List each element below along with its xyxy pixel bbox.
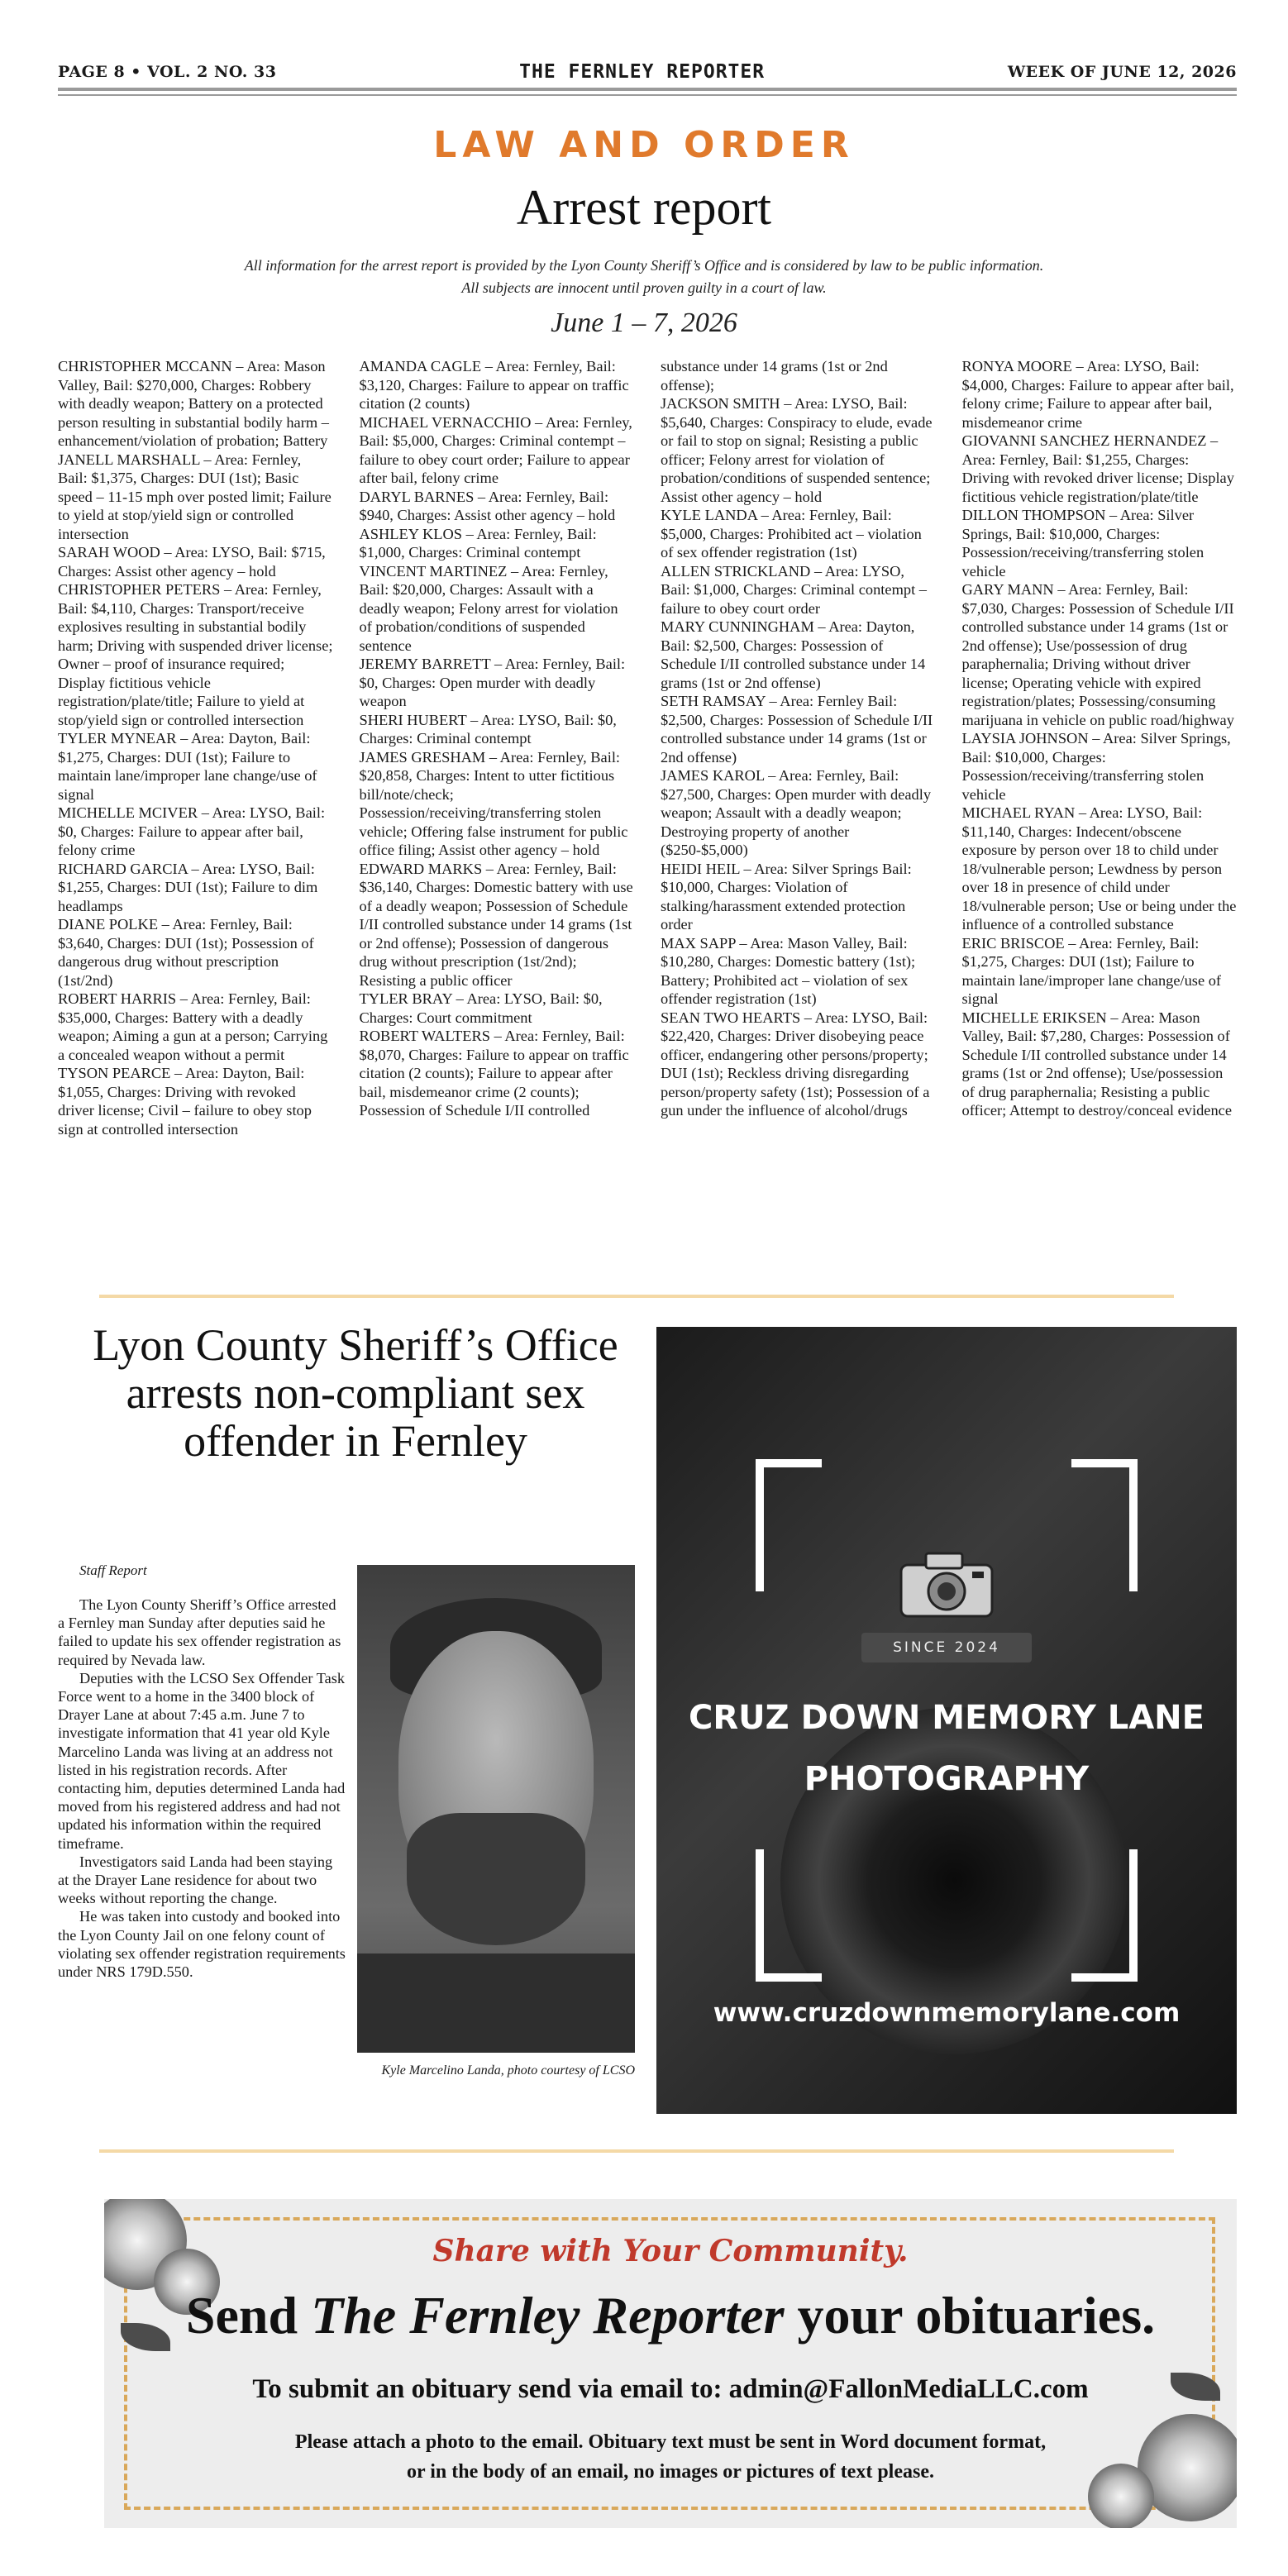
arrest-details: Area: Mason Valley, Bail: $7,280, Charges: Possession of Schedule I/II controlled substance under 14 grams (1st or 2nd offense); Use/possession of drug paraphernalia; Resisting a public officer; Attempt to destroy/conceal evidence <box>961 1009 1232 1119</box>
arrestee-name: EDWARD MARKS <box>359 860 483 877</box>
ad-url-link[interactable]: www.cruzdownmemorylane.com <box>713 1998 1181 2028</box>
entry-separator: – <box>481 358 496 374</box>
arrest-entry <box>360 413 635 488</box>
arrestee-name: DILLON THOMPSON <box>961 507 1106 523</box>
arrestee-name: SHERI HUBERT <box>359 711 467 728</box>
disclaimer-line: All information for the arrest report is provided by the Lyon County Sheriff’s Office and is considered by law to be public information. <box>244 257 1044 274</box>
promo-instruction-line: Please attach a photo to the email. Obituary text must be sent in Word document format, <box>294 2431 1047 2453</box>
arrest-details: Area: Fernley, Bail: $1,275, Charges: DUI (1st); Failure to maintain lane/improper lane change/use of signal <box>961 934 1222 1007</box>
publication-name: THE FERNLEY REPORTER <box>519 61 766 83</box>
arrest-details: Area: Fernley, Bail: $7,030, Charges: Possession of Schedule I/II controlled substance under 14 grams (1st or 2nd offense); Use/possession of drug paraphernalia; Driving without driver license; Operating vehicle with expired registration/plates; Possessing/consuming marijuana in vehicle on public road/highway <box>961 581 1234 728</box>
arrest-details: Area: LYSO, Bail: $0, Charges: Court commitment <box>359 990 603 1026</box>
story-body <box>58 1596 346 1981</box>
promo-instruction-line: or in the body of an email, no images or pictures of text please. <box>407 2461 934 2483</box>
arrest-details: Area: LYSO, Bail: $0, Charges: Failure to appear after bail, felony crime <box>58 804 326 858</box>
arrest-entry <box>58 729 333 804</box>
arrestee-name: MAX SAPP <box>661 934 736 952</box>
entry-separator: – <box>1053 581 1069 598</box>
arrest-entry <box>962 506 1238 580</box>
mugshot-photo <box>357 1565 635 2053</box>
arrestee-name: MICHELLE MCIVER <box>58 804 198 821</box>
arrest-entry <box>360 990 635 1027</box>
entry-separator: – <box>531 413 546 431</box>
entry-separator: – <box>199 451 215 468</box>
arrestee-name: KYLE LANDA <box>661 507 757 523</box>
arrestee-name: GIOVANNI SANCHEZ HERNANDEZ <box>961 432 1207 449</box>
arrestee-name: LAYSIA JOHNSON <box>961 730 1089 747</box>
arrest-entry <box>58 915 333 990</box>
photo-beard <box>407 1813 585 1945</box>
entry-separator: – <box>1064 934 1080 952</box>
arrestee-name: MICHAEL VERNACCHIO <box>359 413 532 431</box>
arrest-entry <box>962 580 1238 729</box>
arrest-entry <box>661 562 936 618</box>
masthead-rule-thin <box>58 94 1237 96</box>
entry-separator: – <box>176 990 191 1007</box>
arrest-details: Area: Fernley Bail: $2,500, Charges: Possession of Schedule I/II controlled substance under 14 grams (1st or 2nd offense) <box>661 693 933 766</box>
section-divider <box>99 1295 1174 1298</box>
arrestee-name: DIANE POLKE <box>58 916 159 933</box>
arrestee-name: JAMES GRESHAM <box>359 748 486 766</box>
arrestee-name: DARYL BARNES <box>359 488 475 505</box>
entry-separator: – <box>461 525 477 542</box>
arrest-entry <box>661 506 936 562</box>
arrestee-name: ROBERT HARRIS <box>58 990 177 1007</box>
entry-separator: – <box>1206 432 1219 449</box>
story-paragraph: Investigators said Landa had been staying at the Drayer Lane residence for about two weeks without reporting the change. <box>58 1853 333 1907</box>
arrest-details: Area: LYSO, Bail: $11,140, Charges: Indecent/obscene exposure by person over 18 to child under 18/vulnerable person; Lewdness by person over 18 in presence of child under 18/vulnerable person; Use or being under the influence of a controlled substance <box>961 804 1237 933</box>
promo-email-line[interactable]: To submit an obituary send via email to: admin@FallonMediaLLC.com <box>252 2374 1089 2404</box>
entry-separator: – <box>485 748 500 766</box>
promo-tagline: Share with Your Community. <box>432 2234 909 2268</box>
entry-separator: – <box>507 562 522 580</box>
arrest-entry <box>962 729 1238 804</box>
arrest-entry <box>962 357 1238 432</box>
entry-separator: – <box>1075 804 1090 821</box>
ad-badge: SINCE 2024 <box>861 1633 1032 1662</box>
arrest-entry <box>58 1064 333 1138</box>
arrest-details: Area: Dayton, Bail: $1,055, Charges: Driving with revoked driver license; Civil – failure to obey stop sign at controlled intersection <box>58 1065 312 1138</box>
arrest-details: Area: Fernley, Bail: $3,640, Charges: DUI (1st); Possession of dangerous drug without prescription (1st/2nd) <box>58 916 314 989</box>
entry-separator: – <box>466 711 481 728</box>
arrest-entry <box>661 1009 936 1120</box>
entry-separator: – <box>170 1065 185 1081</box>
camera-icon <box>893 1542 1000 1624</box>
entry-separator: – <box>489 1028 505 1044</box>
story-byline: Staff Report <box>79 1562 147 1578</box>
arrest-details: Area: LYSO, Bail: $1,255, Charges: DUI (1st); Failure to dim headlamps <box>58 860 318 914</box>
arrest-entry <box>58 990 333 1064</box>
frame-corner-top-left <box>756 1459 822 1591</box>
entry-separator: – <box>482 860 497 877</box>
entry-separator: – <box>187 860 203 877</box>
entry-separator: – <box>160 544 175 561</box>
entry-separator: – <box>198 804 212 821</box>
arrest-details: Area: Fernley, Bail: $3,120, Charges: Failure to appear on traffic citation (2 counts) <box>359 358 629 412</box>
arrestee-name: MICHELLE ERIKSEN <box>961 1009 1107 1026</box>
entry-separator: – <box>452 990 467 1007</box>
arrestee-name: HEIDI HEIL <box>661 860 740 877</box>
arrest-entry <box>360 525 635 562</box>
entry-separator: – <box>220 581 235 598</box>
arrestee-name: GARY MANN <box>961 581 1054 598</box>
story-headline: Lyon County Sheriff’s Office arrests non-compliant sex offender in Fernley <box>93 1320 618 1466</box>
arrestee-name: MICHAEL RYAN <box>961 804 1076 821</box>
entry-separator: – <box>176 730 191 747</box>
arrest-entry <box>661 766 936 860</box>
arrest-entry <box>661 934 936 1009</box>
entry-separator: – <box>765 693 780 709</box>
arrestee-name: TYLER MYNEAR <box>58 730 177 747</box>
entry-separator: – <box>735 934 751 952</box>
arrest-entry <box>360 562 635 656</box>
arrest-details: Area: Fernley, Bail: $5,000, Charges: Prohibited act – violation of sex offender registration (1st) <box>661 507 922 561</box>
arrestee-name: ERIC BRISCOE <box>961 934 1065 952</box>
promo-instructions <box>104 2427 1237 2487</box>
frame-corner-bottom-right <box>1071 1849 1138 1982</box>
arrestee-name: ALLEN STRICKLAND <box>661 562 811 580</box>
arrestee-name: CHRISTOPHER MCCANN <box>58 358 232 374</box>
entry-separator: – <box>764 767 779 784</box>
entry-separator: – <box>158 916 173 933</box>
arrestee-name: CHRISTOPHER PETERS <box>58 581 221 598</box>
arrest-details: Area: Fernley, Bail: $1,375, Charges: DUI (1st); Basic speed – 11-15 mph over posted limit; Failure to yield at stop/yield sign or controlled intersection <box>58 451 332 542</box>
arrest-details: Area: Fernley, Bail: $0, Charges: Open murder with deadly weapon <box>359 656 626 709</box>
issue-date: WEEK OF JUNE 12, 2026 <box>1007 63 1237 81</box>
arrest-details: Area: Fernley, Bail: $8,070, Charges: Failure to appear on traffic citation (2 counts); Failure to appear after bail, misdemeanor crime (2 counts); Possession of Schedule I/II controlled substance under 14 grams (1st or 2nd offense); <box>359 358 888 1119</box>
arrestee-name: AMANDA CAGLE <box>359 358 482 374</box>
arrest-entry <box>962 804 1238 934</box>
promo-headline-publication: The Fernley Reporter <box>311 2286 785 2345</box>
arrest-details: Area: Fernley, Bail: $20,000, Charges: Assault with a deadly weapon; Felony arrest for violation of probation/conditions of suspended sentence <box>359 562 618 654</box>
arrestee-name: JAMES KAROL <box>661 767 765 784</box>
arrestee-name: SARAH WOOD <box>58 544 160 561</box>
photography-ad[interactable] <box>656 1327 1237 2114</box>
arrest-details: Area: Mason Valley, Bail: $270,000, Charges: Robbery with deadly weapon; Battery on a protected person resulting in substantial bodily harm – enhancement/violation of probation; Battery <box>58 358 329 449</box>
arrest-entry <box>360 488 635 525</box>
arrestee-name: ASHLEY KLOS <box>359 525 462 542</box>
arrest-details: Area: Dayton, Bail: $2,500, Charges: Possession of Schedule I/II controlled substance under 14 grams (1st or 2nd offense) <box>661 618 926 691</box>
promo-headline <box>104 2285 1237 2346</box>
arrest-entry <box>962 432 1238 506</box>
entry-separator: – <box>1105 507 1120 523</box>
arrest-details: Area: Fernley, Bail: $940, Charges: Assist other agency – hold <box>359 488 616 523</box>
arrest-entry <box>58 357 333 451</box>
arrest-entry <box>661 692 936 766</box>
entry-separator: – <box>813 618 829 635</box>
arrest-entry <box>661 860 936 934</box>
entry-separator: – <box>810 562 825 580</box>
arrest-entry <box>360 655 635 711</box>
page-info: PAGE 8 • VOL. 2 NO. 33 <box>58 63 277 81</box>
obituary-promo <box>104 2199 1237 2528</box>
date-range: June 1 – 7, 2026 <box>551 308 737 338</box>
arrest-entry <box>360 860 635 990</box>
promo-headline-post: your obituaries. <box>784 2286 1156 2345</box>
arrest-entry <box>58 580 333 729</box>
entry-separator: – <box>800 1009 815 1026</box>
arrest-entry <box>58 543 333 580</box>
arrest-details: Area: LYSO, Bail: $4,000, Charges: Failure to appear after bail, felony crime; Failure to appear after bail, misdemeanor crime <box>961 358 1234 431</box>
arrestee-name: MARY CUNNINGHAM <box>661 618 814 635</box>
arrest-entry <box>58 451 333 544</box>
arrest-details: Area: Fernley, Bail: $35,000, Charges: Battery with a deadly weapon; Aiming a gun at a person; Carrying a concealed weapon without a permit <box>58 990 328 1063</box>
arrest-details: Area: Silver Springs Bail: $10,000, Charges: Violation of stalking/harassment extended protection order <box>661 860 912 933</box>
disclaimer-note <box>124 255 1164 299</box>
arrest-details: Area: Fernley, Bail: $20,858, Charges: Intent to utter fictitious bill/note/check; Possession/receiving/transferring stolen vehicle; Offering false instrument for public office filing; Assist other agency – hold <box>359 748 628 858</box>
entry-separator: – <box>739 860 755 877</box>
arrestee-name: SEAN TWO HEARTS <box>661 1009 801 1026</box>
entry-separator: – <box>780 395 794 412</box>
photo-shirt <box>357 1953 635 2053</box>
arrest-details: Area: Mason Valley, Bail: $10,280, Charges: Domestic battery (1st); Battery; Prohibited act – violation of sex offender registration (1st) <box>661 934 916 1007</box>
ad-title: CRUZ DOWN MEMORY LANE <box>689 1699 1205 1737</box>
entry-separator: – <box>756 507 772 523</box>
section-divider <box>99 2149 1174 2153</box>
arrest-details: Area: Fernley, Bail: $1,000, Charges: Criminal contempt <box>359 525 597 561</box>
entry-separator: – <box>231 358 247 374</box>
arrest-entry <box>360 711 635 748</box>
arrestee-name: SETH RAMSAY <box>661 693 766 709</box>
arrestee-name: JEREMY BARRETT <box>359 656 491 672</box>
arrest-details: Area: LYSO, Bail: $715, Charges: Assist other agency – hold <box>58 544 326 580</box>
photo-caption: Kyle Marcelino Landa, photo courtesy of LCSO <box>381 2063 635 2077</box>
arrestee-name: TYLER BRAY <box>359 990 453 1007</box>
masthead <box>58 58 1237 86</box>
section-headline: Arrest report <box>516 180 772 235</box>
arrest-details: Area: Fernley, Bail: $5,000, Charges: Criminal contempt – failure to obey court order; Failure to appear after bail, felony crime <box>359 413 632 486</box>
arrest-entry <box>962 1009 1238 1120</box>
arrestee-name: JACKSON SMITH <box>661 395 780 412</box>
arrest-details: Area: LYSO, Bail: $22,420, Charges: Driver disobeying peace officer, endangering other persons/property; DUI (1st); Reckless driving disregarding person/property safety (1st); Possession of a gun under the influence of alcohol/drugs <box>661 1009 930 1119</box>
story-paragraph: He was taken into custody and booked into the Lyon County Jail on one felony count of violating sex offender registration requirements under NRS 179D.550. <box>58 1908 346 1981</box>
arrest-entry <box>661 394 936 506</box>
entry-separator: – <box>1106 1009 1122 1026</box>
arrestee-name: RICHARD GARCIA <box>58 860 188 877</box>
arrest-details: Area: LYSO, Bail: $0, Charges: Criminal contempt <box>359 711 617 747</box>
arrest-entry <box>58 860 333 916</box>
arrestee-name: TYSON PEARCE <box>58 1065 171 1081</box>
ad-subtitle: PHOTOGRAPHY <box>804 1760 1090 1798</box>
disclaimer-line: All subjects are innocent until proven guilty in a court of law. <box>461 279 827 296</box>
arrestee-name: VINCENT MARTINEZ <box>359 562 508 580</box>
arrest-details: Area: Silver Springs, Bail: $10,000, Charges: Possession/receiving/transferring stolen vehicle <box>961 730 1231 803</box>
arrest-details: Area: Fernley, Bail: $36,140, Charges: Domestic battery with use of a deadly weapon; Possession of Schedule I/II controlled substance under 14 grams (1st or 2nd offense); Possession of dangerous drug without prescription (1st/2nd); Resisting a public officer <box>359 860 633 989</box>
arrest-details: Area: Fernley, Bail: $4,110, Charges: Transport/receive explosives resulting in substantial bodily harm; Driving with suspended driver license; Owner – proof of insurance required; Display fictitious vehicle registration/plate/title; Failure to yield at stop/yield sign or controlled intersection <box>58 581 333 728</box>
arrest-entry <box>661 618 936 692</box>
arrest-details: Area: Silver Springs, Bail: $10,000, Charges: Possession/receiving/transferring stolen vehicle <box>961 507 1205 580</box>
entry-separator: – <box>1071 358 1087 374</box>
story-paragraph: Deputies with the LCSO Sex Offender Task Force went to a home in the 3400 block of Drayer Lane at about 7:45 a.m. June 7 to investigate information that 41 year old Kyle Marcelino Landa was living at an address not listed in his registration records. After contacting him, deputies determined Landa had moved from his registered address and had not updated his information within the required timeframe. <box>58 1669 346 1852</box>
arrestee-name: JANELL MARSHALL <box>58 451 200 468</box>
arrest-details: Area: Dayton, Bail: $1,275, Charges: DUI (1st); Failure to maintain lane/improper lane change/use of signal <box>58 730 317 803</box>
arrest-list <box>58 357 1237 1258</box>
entry-separator: – <box>490 656 505 672</box>
arrest-details: Area: Fernley, Bail: $1,255, Charges: Driving with revoked driver license; Display fictitious vehicle registration/plate/title <box>961 451 1234 505</box>
masthead-rule <box>58 88 1237 91</box>
story-paragraph: The Lyon County Sheriff’s Office arrested a Fernley man Sunday after deputies said he failed to update his sex offender registration as required by Nevada law. <box>58 1596 341 1668</box>
entry-separator: – <box>1088 730 1104 747</box>
arrest-entry <box>360 357 635 413</box>
arrest-entry <box>962 934 1238 1009</box>
frame-corner-top-right <box>1071 1459 1138 1591</box>
arrestee-name: RONYA MOORE <box>961 358 1072 374</box>
section-kicker: LAW AND ORDER <box>433 124 855 166</box>
arrest-entry <box>58 804 333 860</box>
arrestee-name: ROBERT WALTERS <box>359 1028 490 1044</box>
frame-corner-bottom-left <box>756 1849 822 1982</box>
promo-headline-pre: Send <box>185 2286 312 2345</box>
entry-separator: – <box>474 488 489 505</box>
arrest-details: Area: LYSO, Bail: $5,640, Charges: Conspiracy to elude, evade or fail to stop on signal; Resisting a public officer; Felony arrest for violation of probation/conditions of suspended sentence; Assist other agency – hold <box>661 395 933 505</box>
arrest-entry <box>360 748 635 860</box>
arrest-details: Area: LYSO, Bail: $1,000, Charges: Criminal contempt – failure to obey court order <box>661 562 927 617</box>
arrest-details: Area: Fernley, Bail: $27,500, Charges: Open murder with deadly weapon; Assault with a deadly weapon; Destroying property of another ($250-$5,000) <box>661 767 932 858</box>
